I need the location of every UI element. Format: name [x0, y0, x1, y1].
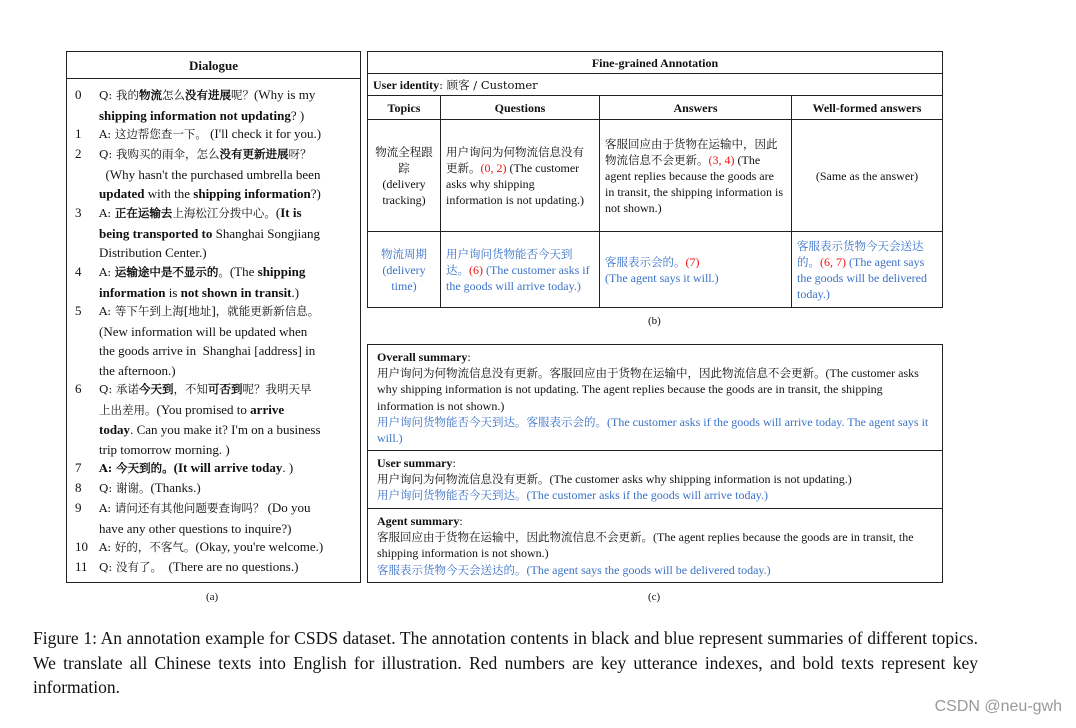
annotation-title: Fine-grained Annotation [368, 52, 943, 74]
utterance-9: 9 A: 请问还有其他问题要查询吗？ (Do you have any other questions to inquire?) [75, 500, 311, 536]
topic-cell: 物流全程跟踪 (delivery tracking) [368, 120, 441, 232]
table-row [368, 120, 943, 232]
watermark: CSDN @neu-gwh [934, 698, 1062, 715]
header-questions: Questions [441, 96, 600, 120]
utterance-1: 1 A: 这边帮您查一下。 (I'll check it for you.) [75, 126, 322, 141]
table-row [368, 232, 943, 308]
utterance-4: 4 A: 运输途中是不显示的。(The shipping information is not shown in transit.) [75, 264, 306, 300]
header-answers: Answers [600, 96, 792, 120]
caption-b: (b) [648, 315, 661, 327]
question-cell: 用户询问为何物流信息没有更新。(0, 2) (The customer asks why shipping information is not updating.) [441, 120, 600, 232]
user-identity: User identity: 顾客 / Customer [368, 74, 943, 96]
utterance-8: 8 Q: 谢谢。(Thanks.) [75, 480, 201, 495]
utterance-2: 2 Q: 我购买的雨伞，怎么没有更新进展呀？ (Why hasn't the purchased umbrella been updated with the shipping information?) [75, 146, 321, 202]
utterance-0: 0 Q: 我的物流怎么没有进展呢？(Why is my shipping information not updating? ) [75, 87, 316, 123]
utterance-5: 5 A: 等下午到上海[地址]，就能更新新信息。 (New information will be updated when the goods arrive in Shanghai [address] in the afternoon.) [75, 303, 320, 378]
agent-summary: Agent summary: 客服回应由于货物在运输中，因此物流信息不会更新。(The agent replies because the goods are in transit, the shipping information is not shown.) 客服表示货物今天会送达的。(The agent says the goods will be delivered today.) [367, 508, 943, 583]
wellformed-cell: (Same as the answer) [792, 120, 943, 232]
user-summary: User summary: 用户询问为何物流信息没有更新。(The customer asks why shipping information is not updating.) 用户询问货物能否今天到达。(The customer asks if the goods will arrive today.) [367, 450, 943, 509]
caption-c: (c) [648, 591, 661, 603]
utterance-7: 7 A: 今天到的。(It will arrive today. ) [75, 460, 294, 475]
figure-caption: Figure 1: An annotation example for CSDS dataset. The annotation contents in black and blue represent summaries of different topics. We translate all Chinese texts into English for illustration. Red numbers are key utterance indexes, and bold texts represent key information. [33, 628, 978, 697]
dialogue-panel [66, 51, 361, 583]
utterance-3: 3 A: 正在运输去上海松江分拨中心。(It is being transported to Shanghai Songjiang Distribution Center.) [75, 205, 320, 261]
header-topics: Topics [368, 96, 441, 120]
utterance-11: 11 Q: 没有了。 (There are no questions.) [75, 559, 299, 574]
caption-a: (a) [206, 591, 219, 603]
answer-cell: 客服表示会的。(7) (The agent says it will.) [600, 232, 792, 308]
header-wellformed: Well-formed answers [792, 96, 943, 120]
question-cell: 用户询问货物能否今天到达。(6) (The customer asks if the goods will arrive today.) [441, 232, 600, 308]
utterance-6: 6 Q: 承诺今天到，不知可否到呢？我明天早 上出差用。(You promised to arrive today. Can you make it? I'm on a business trip tomorrow morning. ) [75, 381, 321, 457]
dialogue-title: Dialogue [67, 52, 360, 79]
answer-cell: 客服回应由于货物在运输中，因此物流信息不会更新。(3, 4) (The agent replies because the goods are in transit, the shipping information is not shown.) [600, 120, 792, 232]
wellformed-cell: 客服表示货物今天会送达的。(6, 7) (The agent says the goods will be delivered today.) [792, 232, 943, 308]
topic-cell: 物流周期 (delivery time) [368, 232, 441, 308]
overall-summary: Overall summary: 用户询问为何物流信息没有更新。客服回应由于货物在运输中，因此物流信息不会更新。(The customer asks why shipping information is not updating. The agent replies because the goods are in transit, the shipping information is not shown.) 用户询问货物能否今天到达。客服表示会的。(The customer asks if the goods will arrive today. The agent says it will.) [367, 344, 943, 451]
utterance-10: 10 A: 好的，不客气。(Okay, you're welcome.) [75, 539, 324, 554]
annotation-table [367, 51, 943, 308]
